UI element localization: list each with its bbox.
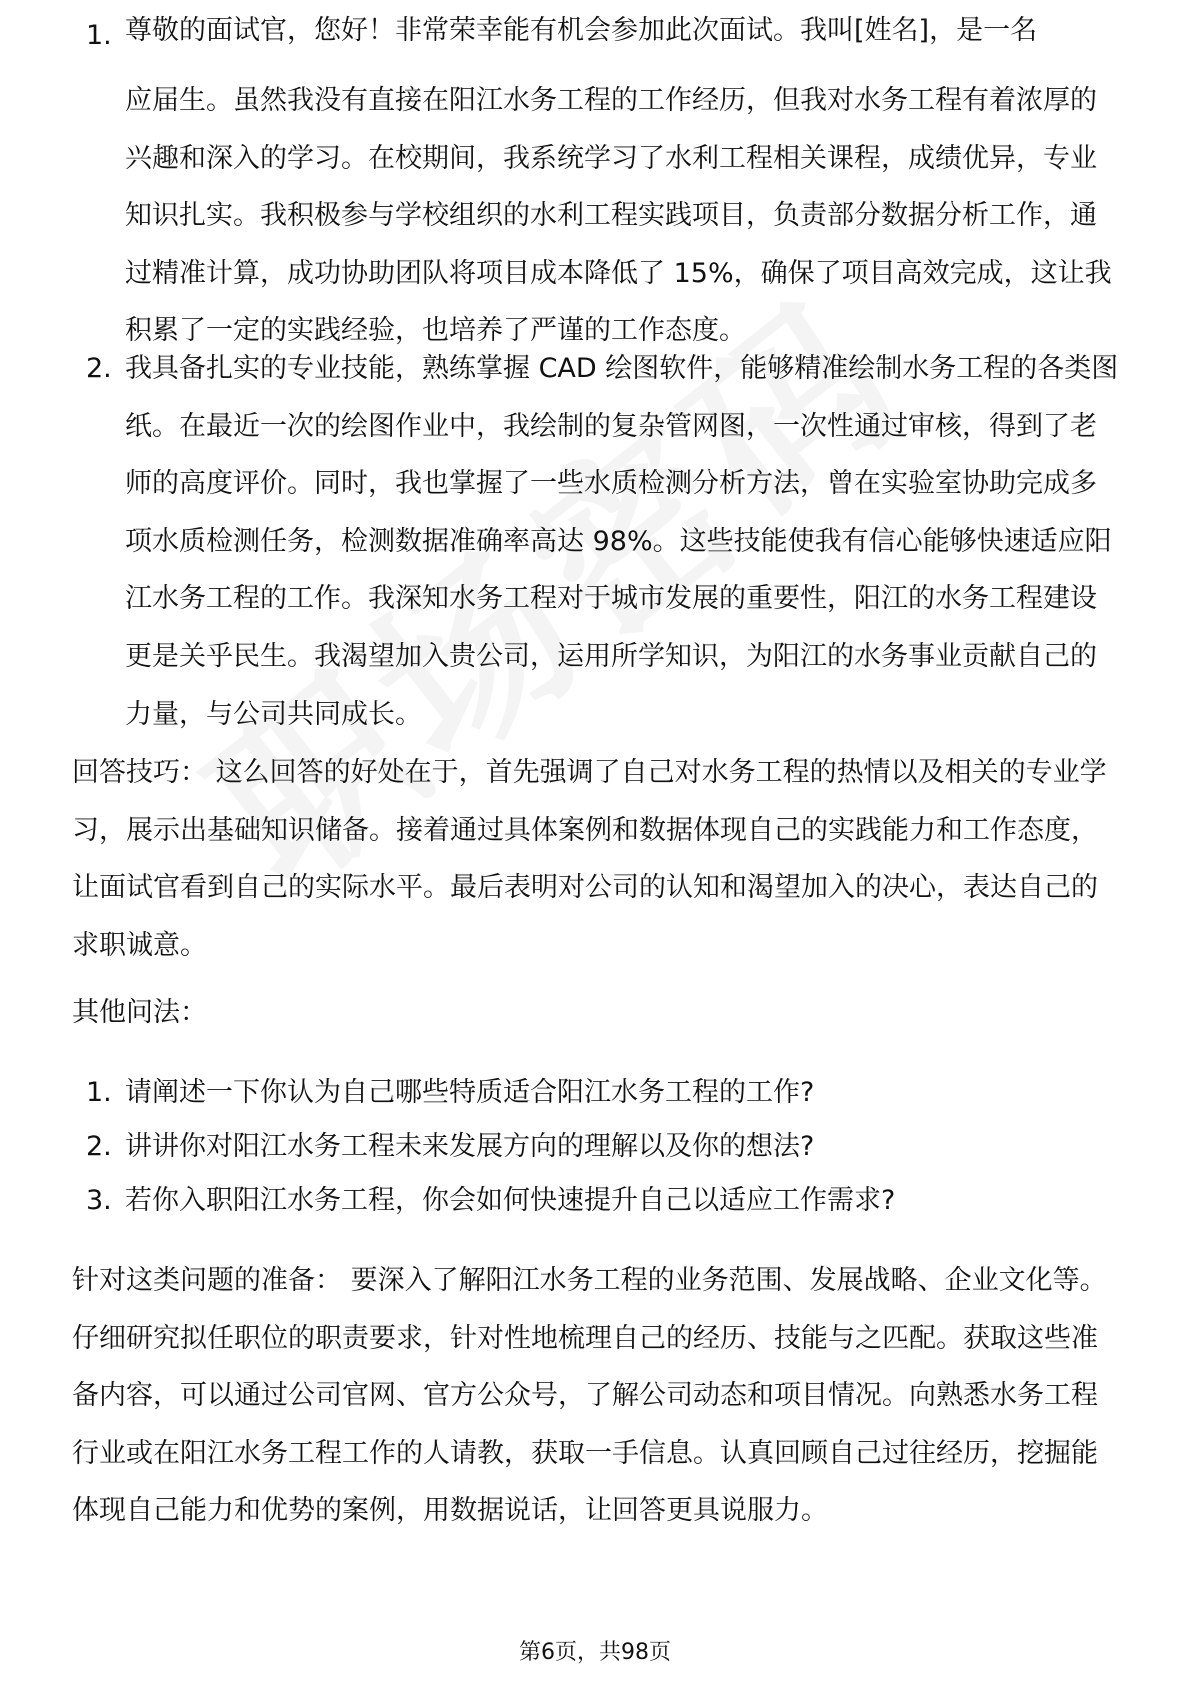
answer-item-2-number: 2. bbox=[86, 353, 112, 384]
other-question-3-number: 3. bbox=[86, 1185, 112, 1216]
other-question-2-text: 讲讲你对阳江水务工程未来发展方向的理解以及你的想法? bbox=[125, 1131, 815, 1162]
preparation-advice: 针对这类问题的准备： 要深入了解阳江水务工程的业务范围、发展战略、企业文化等。仔细研究拟任职位的职责要求，针对性地梳理自己的经历、技能与之匹配。获取这些准备内容，可以通过公司官网、官方公众号，了解公司动态和项目情况。向熟悉水务工程行业或在阳江水务工程工作的人请教，获取一手信息。认真回顾自己过往经历，挖掘能体现自己能力和优势的案例，用数据说话，让回答更具说服力。 bbox=[72, 1265, 1107, 1527]
answer-item-2-text: 我具备扎实的专业技能，熟练掌握 CAD 绘图软件，能够精准绘制水务工程的各类图纸。在最近一次的绘图作业中，我绘制的复杂管网图，一次性通过审核，得到了老师的高度评价。同时，我也掌握了一些水质检测分析方法，曾在实验室协助完成多项水质检测任务，检测数据准确率高达 98%。这些技能使我有信心能够快速适应阳江水务工程的工作。我深知水务工程对于城市发展的重要性，阳江的水务工程建设更是关乎民生。我渴望加入贵公司，运用所学知识，为阳江的水务事业贡献自己的力量，与公司共同成长。 bbox=[125, 353, 1119, 730]
other-question-2-number: 2. bbox=[86, 1131, 112, 1162]
answer-item-1-cut-line: 尊敬的面试官，您好！非常荣幸能有机会参加此次面试。我叫[姓名]，是一名 bbox=[125, 15, 1038, 46]
answer-tips: 回答技巧： 这么回答的好处在于，首先强调了自己对水务工程的热情以及相关的专业学习，展示出基础知识储备。接着通过具体案例和数据体现自己的实践能力和工作态度，让面试官看到自己的实际水平。最后表明对公司的认知和渴望加入的决心，表达自己的求职诚意。 bbox=[72, 757, 1107, 961]
answer-item-1-text: 应届生。虽然我没有直接在阳江水务工程的工作经历，但我对水务工程有着浓厚的兴趣和深入的学习。在校期间，我系统学习了水利工程相关课程，成绩优异，专业知识扎实。我积极参与学校组织的水利工程实践项目，负责部分数据分析工作，通过精准计算，成功协助团队将项目成本降低了 15%，确保了项目高效完成，这让我积累了一定的实践经验，也培养了严谨的工作态度。 bbox=[125, 85, 1112, 347]
other-question-1-text: 请阐述一下你认为自己哪些特质适合阳江水务工程的工作? bbox=[125, 1077, 815, 1108]
other-question-1-number: 1. bbox=[86, 1077, 112, 1108]
answer-item-1-number: 1. bbox=[86, 20, 112, 51]
other-question-3-text: 若你入职阳江水务工程，你会如何快速提升自己以适应工作需求? bbox=[125, 1185, 896, 1216]
page-number-footer: 第6页，共98页 bbox=[519, 1640, 671, 1665]
other-questions-heading: 其他问法： bbox=[72, 997, 207, 1028]
